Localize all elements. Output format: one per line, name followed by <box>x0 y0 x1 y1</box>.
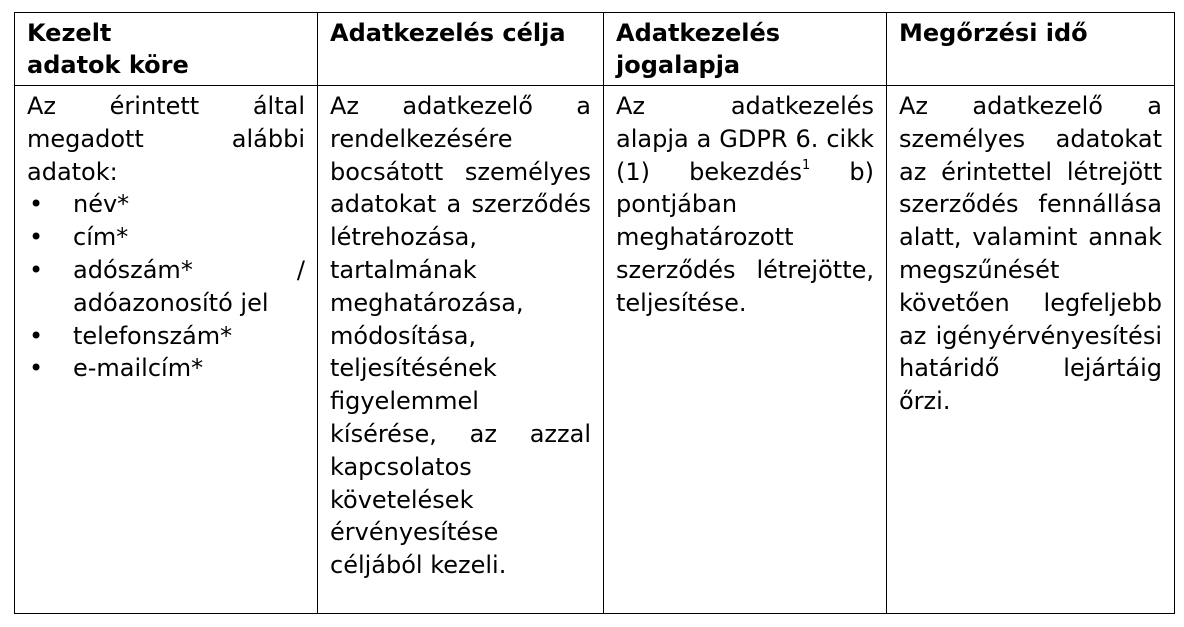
list-item-label: adószám* / adóazonosító jel <box>73 255 305 317</box>
header-data-scope-line-2: adatok köre <box>27 51 189 79</box>
cell-purpose <box>318 86 604 614</box>
bullet-icon: • <box>29 255 44 284</box>
header-legal-basis-line-2: jogalapja <box>616 51 741 79</box>
table-row <box>15 86 1175 614</box>
header-data-scope-line-1: Kezelt <box>27 19 112 47</box>
bullet-icon: • <box>29 354 44 383</box>
header-retention-period-line-1: Megőrzési idő <box>899 19 1088 47</box>
purpose-text: Az adatkezelő a rendelkezésére bocsátott személyes adatokat a szerződés létrehozása, tartalmának meghatározása, módosítása, teljesítésének figyelemmel kísérése, az azzal kapcsolatos követelések érvényesítése céljából kezeli. <box>330 92 591 580</box>
list-item-label: cím* <box>73 223 129 252</box>
retention-period-text: Az adatkezelő a személyes adatokat az érintettel létrejött szerződés fennállása alatt, valamint annak megszűnését követően legfeljebb az igényérvényesítési határidő lejártáig őrzi. <box>899 92 1162 416</box>
legal-basis-text-before: Az adatkezelés alapja a GDPR 6. cikk (1) bekezdés <box>616 92 874 186</box>
header-legal-basis <box>604 13 887 86</box>
list-item <box>27 188 305 221</box>
header-legal-basis-line-1: Adatkezelés <box>616 19 781 47</box>
list-item <box>27 320 305 353</box>
header-purpose <box>318 13 604 86</box>
list-item <box>27 254 305 320</box>
footnote-marker: 1 <box>802 157 811 173</box>
cell-retention-period <box>887 86 1175 614</box>
list-item-label: e-mailcím* <box>73 354 204 383</box>
bullet-icon: • <box>29 321 44 350</box>
list-item-label: telefonszám* <box>73 321 233 350</box>
header-data-scope <box>15 13 318 86</box>
list-item <box>27 221 305 254</box>
list-item-label: név* <box>73 190 130 219</box>
header-row <box>15 13 1175 86</box>
header-retention-period <box>887 13 1175 86</box>
data-items-list <box>27 188 305 385</box>
legal-basis-text <box>616 90 874 320</box>
data-scope-intro: Az érintett által megadott alábbi adatok: <box>27 92 305 186</box>
bullet-icon: • <box>29 223 44 252</box>
cell-data-scope <box>15 86 318 614</box>
bullet-icon: • <box>29 190 44 219</box>
legal-basis-text-after: b) pontjában meghatározott szerződés létrejötte, teljesítése. <box>616 157 874 317</box>
list-item <box>27 352 305 385</box>
header-purpose-line-1: Adatkezelés célja <box>330 19 566 47</box>
data-processing-table <box>14 12 1175 614</box>
cell-legal-basis <box>604 86 887 614</box>
